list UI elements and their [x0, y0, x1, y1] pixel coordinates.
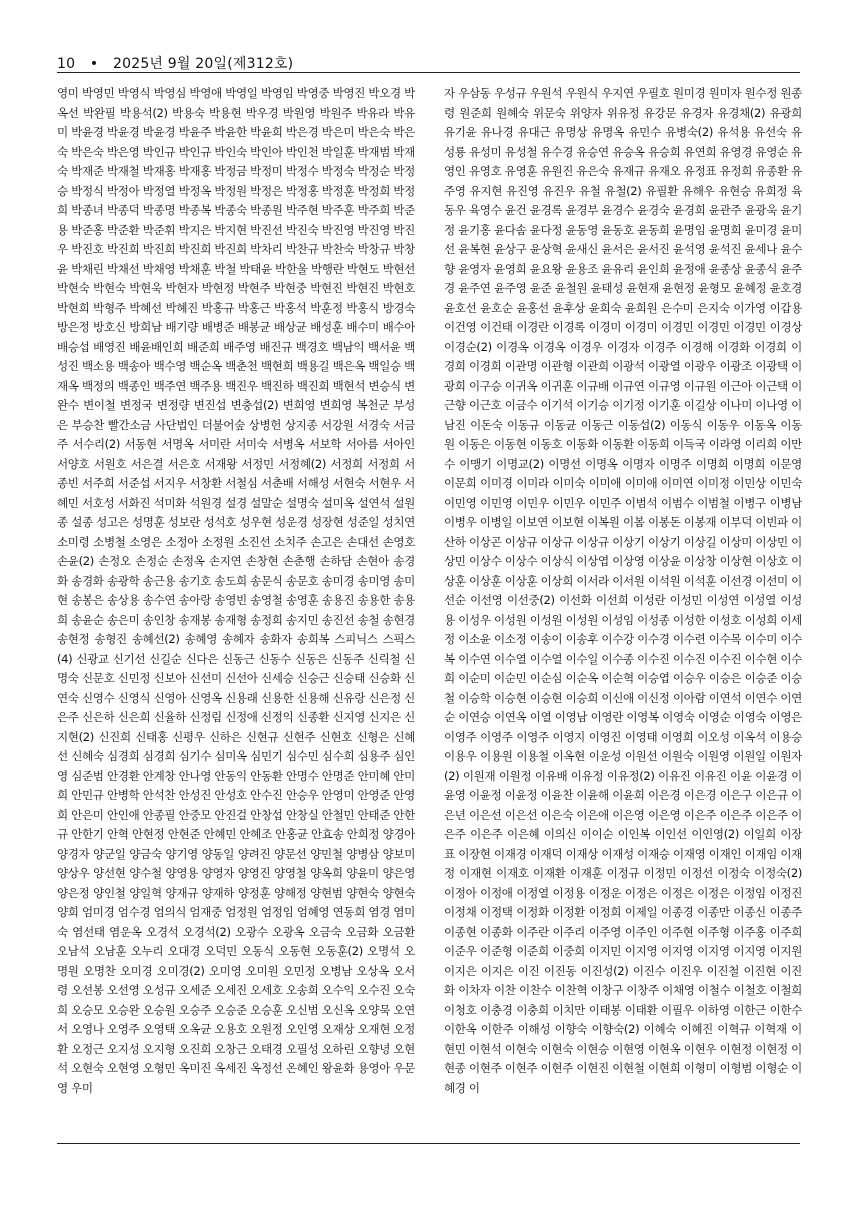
page-header	[57, 55, 427, 73]
header-rule	[57, 72, 800, 73]
page-number: 10	[57, 56, 76, 72]
name-list-left-column: 영미 박영민 박영식 박영심 박영애 박영일 박영임 박영중 박영진 박오경 박옥선 박완필 박용석(2) 박용숙 박용현 박우경 박원영 박원주 박유라 박유미 박윤경 박윤경 박윤경 박윤주 박윤한 박윤희 박은경 박은미 박은숙 박은숙 박은숙 박은영 박인규 박인규 박인숙 박인아 박인천 박일훈 박재범 박재숙 박재준 박재철 박재홍 박재홍 박정금 박정미 박정수 박정숙 박정순 박정승 박정식 박정아 박정열 박정옥 박정원 박정은 박정홍 박정훈 박정희 박정희 박종녀 박종덕 박종명 박종복 박종숙 박종원 박주현 박주훈 박주희 박준용 박준홍 박준환 박준휘 박지은 박지현 박진선 박진숙 박진영 박진영 박진우 박진호 박진희 박진희 박진희 박진희 박차리 박찬규 박찬숙 박창규 박창윤 박채린 박채선 박채영 박채훈 박철 박태윤 박한울 박행란 박현도 박현선 박현숙 박현숙 박현욱 박현자 박현정 박현주 박현중 박현진 박현진 박현호 박현희 박형주 박혜선 박혜진 박홍규 박홍근 박홍석 박훈정 박홍식 방경숙 방은정 방호신 방희남 배기량 배병준 배봉균 배상균 배성훈 배수미 배수아 배승섭 배영진 배윤배인희 배준희 배주영 배진규 백경호 백남익 백서윤 백성진 백소용 백송아 백수영 백순옥 백춘천 백현희 백용길 백은옥 백일승 백재옥 백정의 백종인 백주연 백주용 백진우 백진하 백진희 백현석 변승식 변완수 변이철 변정국 변정량 변진섭 변충섭(2) 변희영 변희영 복천군 부성은 부승찬 빨간소금 사단법인 더불어숲 상병헌 상지종 서강원 서경숙 서금주 서수리(2) 서동현 서명옥 서미란 서미숙 서병옥 서보학 서아름 서아인 서양호 서원호 서은결 서은호 서재왕 서정민 서정혜(2) 서정희 서정희 서종빈 서주희 서준섭 서지우 서창환 서철심 서춘배 서해성 서현숙 서현우 서혜민 서호성 서화진 석미화 석원경 설경 설말순 설명숙 설미옥 설연석 설원종 설종 성고은 성명훈 성보란 성석호 성우현 성운경 성장현 성준일 성치연 소미령 소병철 소영은 소정아 소정원 소진선 소치주 손고은 손대선 손영호 손윤(2) 손정오 손정순 손정옥 손지연 손창현 손춘행 손하담 손현아 송경화 송경화 송광학 송근용 송기호 송도희 송문식 송문호 송미경 송미영 송미현 송봉은 송상용 송수연 송아랑 송영빈 송영철 송영훈 송용진 송용한 송용희 송윤순 송은미 송인창 송재봉 송재형 송정희 송지민 송진선 송철 송현경 송현정 송형진 송혜선(2) 송혜영 송혜자 송화자 송희복 스피닉스 스픽스(4) 신광교 신기선 신길순 신다은 신동근 신동수 신동은 신동주 신릭철 신명숙 신문호 신민정 신보아 신선미 신선아 신세승 신승근 신승태 신승화 신연숙 신영수 신영식 신영아 신영옥 신용래 신용한 신용해 신유랑 신은정 신은주 신은하 신은희 신율하 신정림 신정애 신정익 신종환 신지영 신지은 신지현(2) 신진희 신태홍 신평우 신하은 신현규 신현주 신현호 신형은 신혜선 신혜숙 심경희 심경희 심기수 심미옥 심민기 심수민 심수희 심용주 심인영 심준범 안경환 안계창 안나영 안동익 안동환 안명수 안명준 안미혜 안미희 안민규 안병학 안석찬 안성진 안성호 안수진 안승우 안영미 안영준 안영희 안은미 안인애 안종필 안중모 안진걸 안창섭 안창실 안철민 안태준 안한규 안한기 안혁 안현정 안현준 안혜민 안혜조 안홍균 안효송 안희정 양경아 양경자 양군일 양금숙 양기영 양동일 양려진 양문선 양민철 양병삼 양보미 양상우 양선현 양수철 양영용 양영자 양영진 양영철 양옥희 양윤미 양은영 양은정 양인철 양일혁 양재규 양재하 양정훈 양해정 양현범 양현숙 양현숙 양희 엄미경 엄수경 엄의식 엄재중 엄정원 엄정임 엄혜영 연동희 염경 염미숙 염선태 염운옥 오경석 오경석(2) 오광수 오광옥 오금숙 오금화 오금환 오남석 오남훈 오누리 오대경 오덕민 오동식 오동현 오동훈(2) 오명석 오명원 오명찬 오미경 오미경(2) 오미영 오미원 오민정 오병남 오상옥 오서령 오선봉 오선영 오성규 오세준 오세진 오세호 오송희 오수익 오수진 오숙희 오승모 오승완 오승원 오승주 오승준 오승훈 오신범 오신옥 오양묵 오연서 오영나 오영주 오영택 오옥균 오용호 오원정 오인영 오재상 오재현 오정환 오정근 오지성 오지형 오진희 오창근 오태경 오필성 오하린 오향녕 오현석 오현숙 오현영 오형민 옥미진 옥세진 옥정선 온혜인 왕윤화 용영아 우문영 우미	[57, 86, 415, 1095]
footer-rule	[57, 1143, 800, 1144]
issue-number: (제312호)	[227, 56, 294, 72]
issue-date: 2025년 9월 20일	[113, 56, 228, 72]
name-list-right-column: 자 우삼동 우성규 우원석 우원식 우지연 우필호 원미경 원미자 원수정 원종령 원준희 원혜숙 위문숙 위양자 위유정 유강문 유경자 유경채(2) 유광희 유기윤 유나경 유대근 유명상 유명옥 유민수 유병숙(2) 유석용 유선숙 유성룡 유성미 유성철 유수경 유승연 유승옥 유승희 유연희 유영경 유영순 유영인 유영호 유영훈 유원진 유은숙 유재규 유재오 유정표 유정희 유종환 유주영 유지현 유진영 유진우 유철 유철(2) 유필환 유해우 유현승 유희정 육동우 육영수 윤건 윤경록 윤경부 윤경수 윤경숙 윤경희 윤관주 윤광욱 윤기정 윤기홍 윤다솜 윤다정 윤동영 윤동호 윤동희 윤명임 윤명희 윤미경 윤미선 윤복현 윤상구 윤상혁 윤새신 윤서은 윤서진 윤석영 윤석진 윤세나 윤수향 윤영자 윤영희 윤요왕 윤용조 윤유리 윤인희 윤정애 윤종상 윤종식 윤주경 윤주연 윤주영 윤준 윤철원 윤태성 윤현재 윤현정 윤형모 윤혜정 윤호경 윤호선 윤호순 윤홍선 윤후상 윤희숙 윤희원 은수미 은지숙 이가영 이갑용 이건영 이건태 이경란 이경록 이경미 이경미 이경민 이경민 이경민 이경상 이경순(2) 이경옥 이경옥 이경우 이경자 이경주 이경해 이경화 이경희 이경희 이경희 이관명 이관형 이관희 이광석 이광열 이광우 이광조 이광택 이광희 이구승 이귀옥 이귀훈 이규배 이규연 이규영 이규원 이근아 이근택 이근향 이근호 이금수 이기석 이기승 이기정 이기훈 이길상 이나미 이나영 이남진 이돈숙 이동규 이동균 이동근 이동섭(2) 이동식 이동우 이동옥 이동원 이동은 이동현 이동호 이동화 이동환 이동희 이득국 이라영 이리희 이만수 이맹기 이명교(2) 이명선 이명옥 이명자 이명주 이명희 이명희 이문영 이문희 이미경 이미라 이미숙 이미애 이미애 이미연 이미정 이민상 이민숙 이민영 이민영 이민우 이민우 이민주 이범석 이범수 이범철 이병구 이병남 이병우 이병일 이보연 이보현 이복원 이봄 이봉돈 이봉재 이부덕 이빈파 이산하 이상곤 이상규 이상규 이상규 이상기 이상기 이상길 이상미 이상민 이상민 이상수 이상수 이상식 이상엽 이상영 이상윤 이상창 이상현 이상호 이상훈 이상훈 이상훈 이상희 이서라 이서원 이석원 이석훈 이선경 이선미 이선순 이선영 이선중(2) 이선화 이선희 이성란 이성민 이성연 이성열 이성용 이성우 이성원 이성원 이성원 이성임 이성종 이성한 이성호 이성희 이세정 이소윤 이소정 이송이 이송후 이수강 이수경 이수련 이수목 이수미 이수복 이수연 이수열 이수열 이수일 이수종 이수진 이수진 이수진 이수현 이수희 이순미 이순민 이순심 이순옥 이순혁 이승엽 이승우 이승은 이승준 이승철 이승학 이승현 이승현 이승희 이신애 이신정 이아람 이연석 이연수 이연순 이연승 이연옥 이열 이영남 이영란 이영복 이영숙 이영순 이영숙 이영은 이영주 이영주 이영주 이영지 이영진 이영태 이영희 이오성 이옥석 이용승 이용우 이용원 이용철 이옥현 이운성 이원선 이원숙 이원영 이원일 이원자(2) 이원재 이원정 이유배 이유정 이유정(2) 이유진 이유진 이윤 이윤경 이윤영 이윤정 이윤정 이윤찬 이윤해 이윤희 이은경 이은경 이은구 이은규 이은년 이은선 이은선 이은숙 이은애 이은영 이은영 이은주 이은주 이은주 이은주 이은주 이은혜 이의신 이이순 이인복 이인선 이인영(2) 이일희 이장표 이장현 이재경 이재덕 이재상 이재성 이재승 이재영 이재인 이재임 이재정 이재현 이재호 이재환 이재훈 이정규 이정민 이정선 이정숙 이정숙(2) 이정아 이정애 이정열 이정용 이정운 이정은 이정은 이정은 이정임 이정진 이정채 이정택 이정화 이정환 이정희 이제일 이종경 이종만 이종신 이종주 이종현 이종화 이주란 이주리 이주영 이주인 이주현 이주형 이주홍 이주희 이준우 이준형 이준희 이중희 이지민 이지영 이지영 이지영 이지영 이지원 이지은 이지은 이진 이진동 이진성(2) 이진수 이진우 이진철 이진현 이진화 이차자 이찬 이찬수 이찬혁 이창구 이창주 이채영 이철수 이철호 이철희 이청호 이충경 이충희 이치만 이태봉 이태환 이필우 이하영 이한근 이한수 이한옥 이한주 이해성 이향숙 이향숙(2) 이혜숙 이혜진 이혁규 이혁재 이현민 이현석 이현숙 이현숙 이현승 이현영 이현옥 이현우 이현정 이현정 이현종 이현주 이현주 이현주 이현진 이현철 이현희 이형미 이형범 이형순 이혜경 이	[444, 86, 802, 1095]
header-separator: •	[89, 56, 99, 72]
